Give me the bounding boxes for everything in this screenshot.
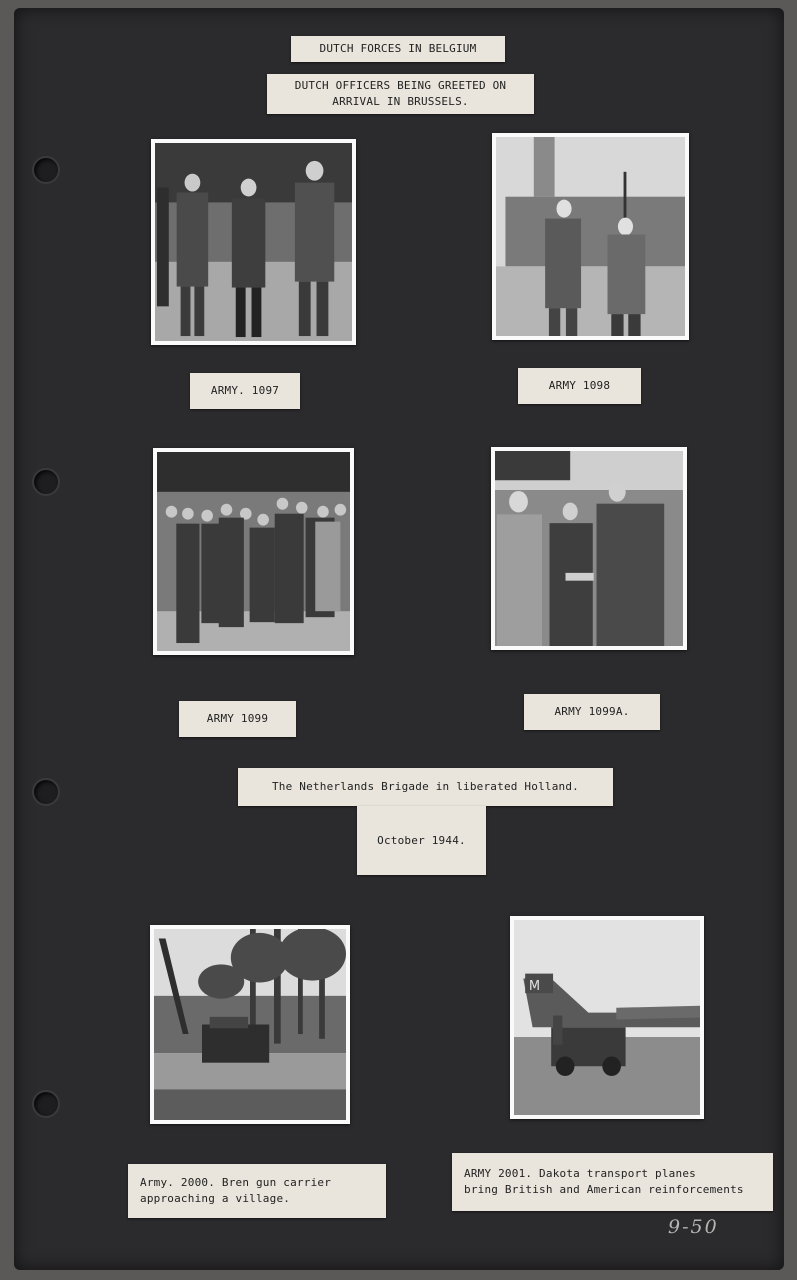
binder-hole <box>32 1090 60 1118</box>
page-number: 9-50 <box>668 1216 719 1238</box>
section-title: The Netherlands Brigade in liberated Holland. <box>238 768 613 806</box>
photo-image <box>155 143 352 341</box>
caption-army-1099a: ARMY 1099A. <box>524 694 660 730</box>
photo-army-1099 <box>153 448 354 655</box>
page-title: DUTCH FORCES IN BELGIUM <box>291 36 505 62</box>
caption-army-2001: ARMY 2001. Dakota transport planes bring British and American reinforcements <box>452 1153 773 1211</box>
photo-image <box>496 137 685 336</box>
photo-image <box>154 929 346 1120</box>
binder-hole <box>32 156 60 184</box>
svg-text:M: M <box>528 978 541 995</box>
photo-image <box>495 451 683 646</box>
caption-army-1098: ARMY 1098 <box>518 368 641 404</box>
photo-army-1099a <box>491 447 687 650</box>
caption-army-1099: ARMY 1099 <box>179 701 296 737</box>
photo-image <box>514 920 700 1115</box>
photo-army-2000 <box>150 925 350 1124</box>
page-subtitle: DUTCH OFFICERS BEING GREETED ON ARRIVAL IN BRUSSELS. <box>267 74 534 114</box>
photo-army-2001 <box>510 916 704 1119</box>
caption-army-1097: ARMY. 1097 <box>190 373 300 409</box>
photo-army-1098 <box>492 133 689 340</box>
binder-hole <box>32 468 60 496</box>
photo-army-1097 <box>151 139 356 345</box>
photo-image <box>157 452 350 651</box>
binder-hole <box>32 778 60 806</box>
section-date: October 1944. <box>357 806 486 875</box>
caption-army-2000: Army. 2000. Bren gun carrier approaching a village. <box>128 1164 386 1218</box>
